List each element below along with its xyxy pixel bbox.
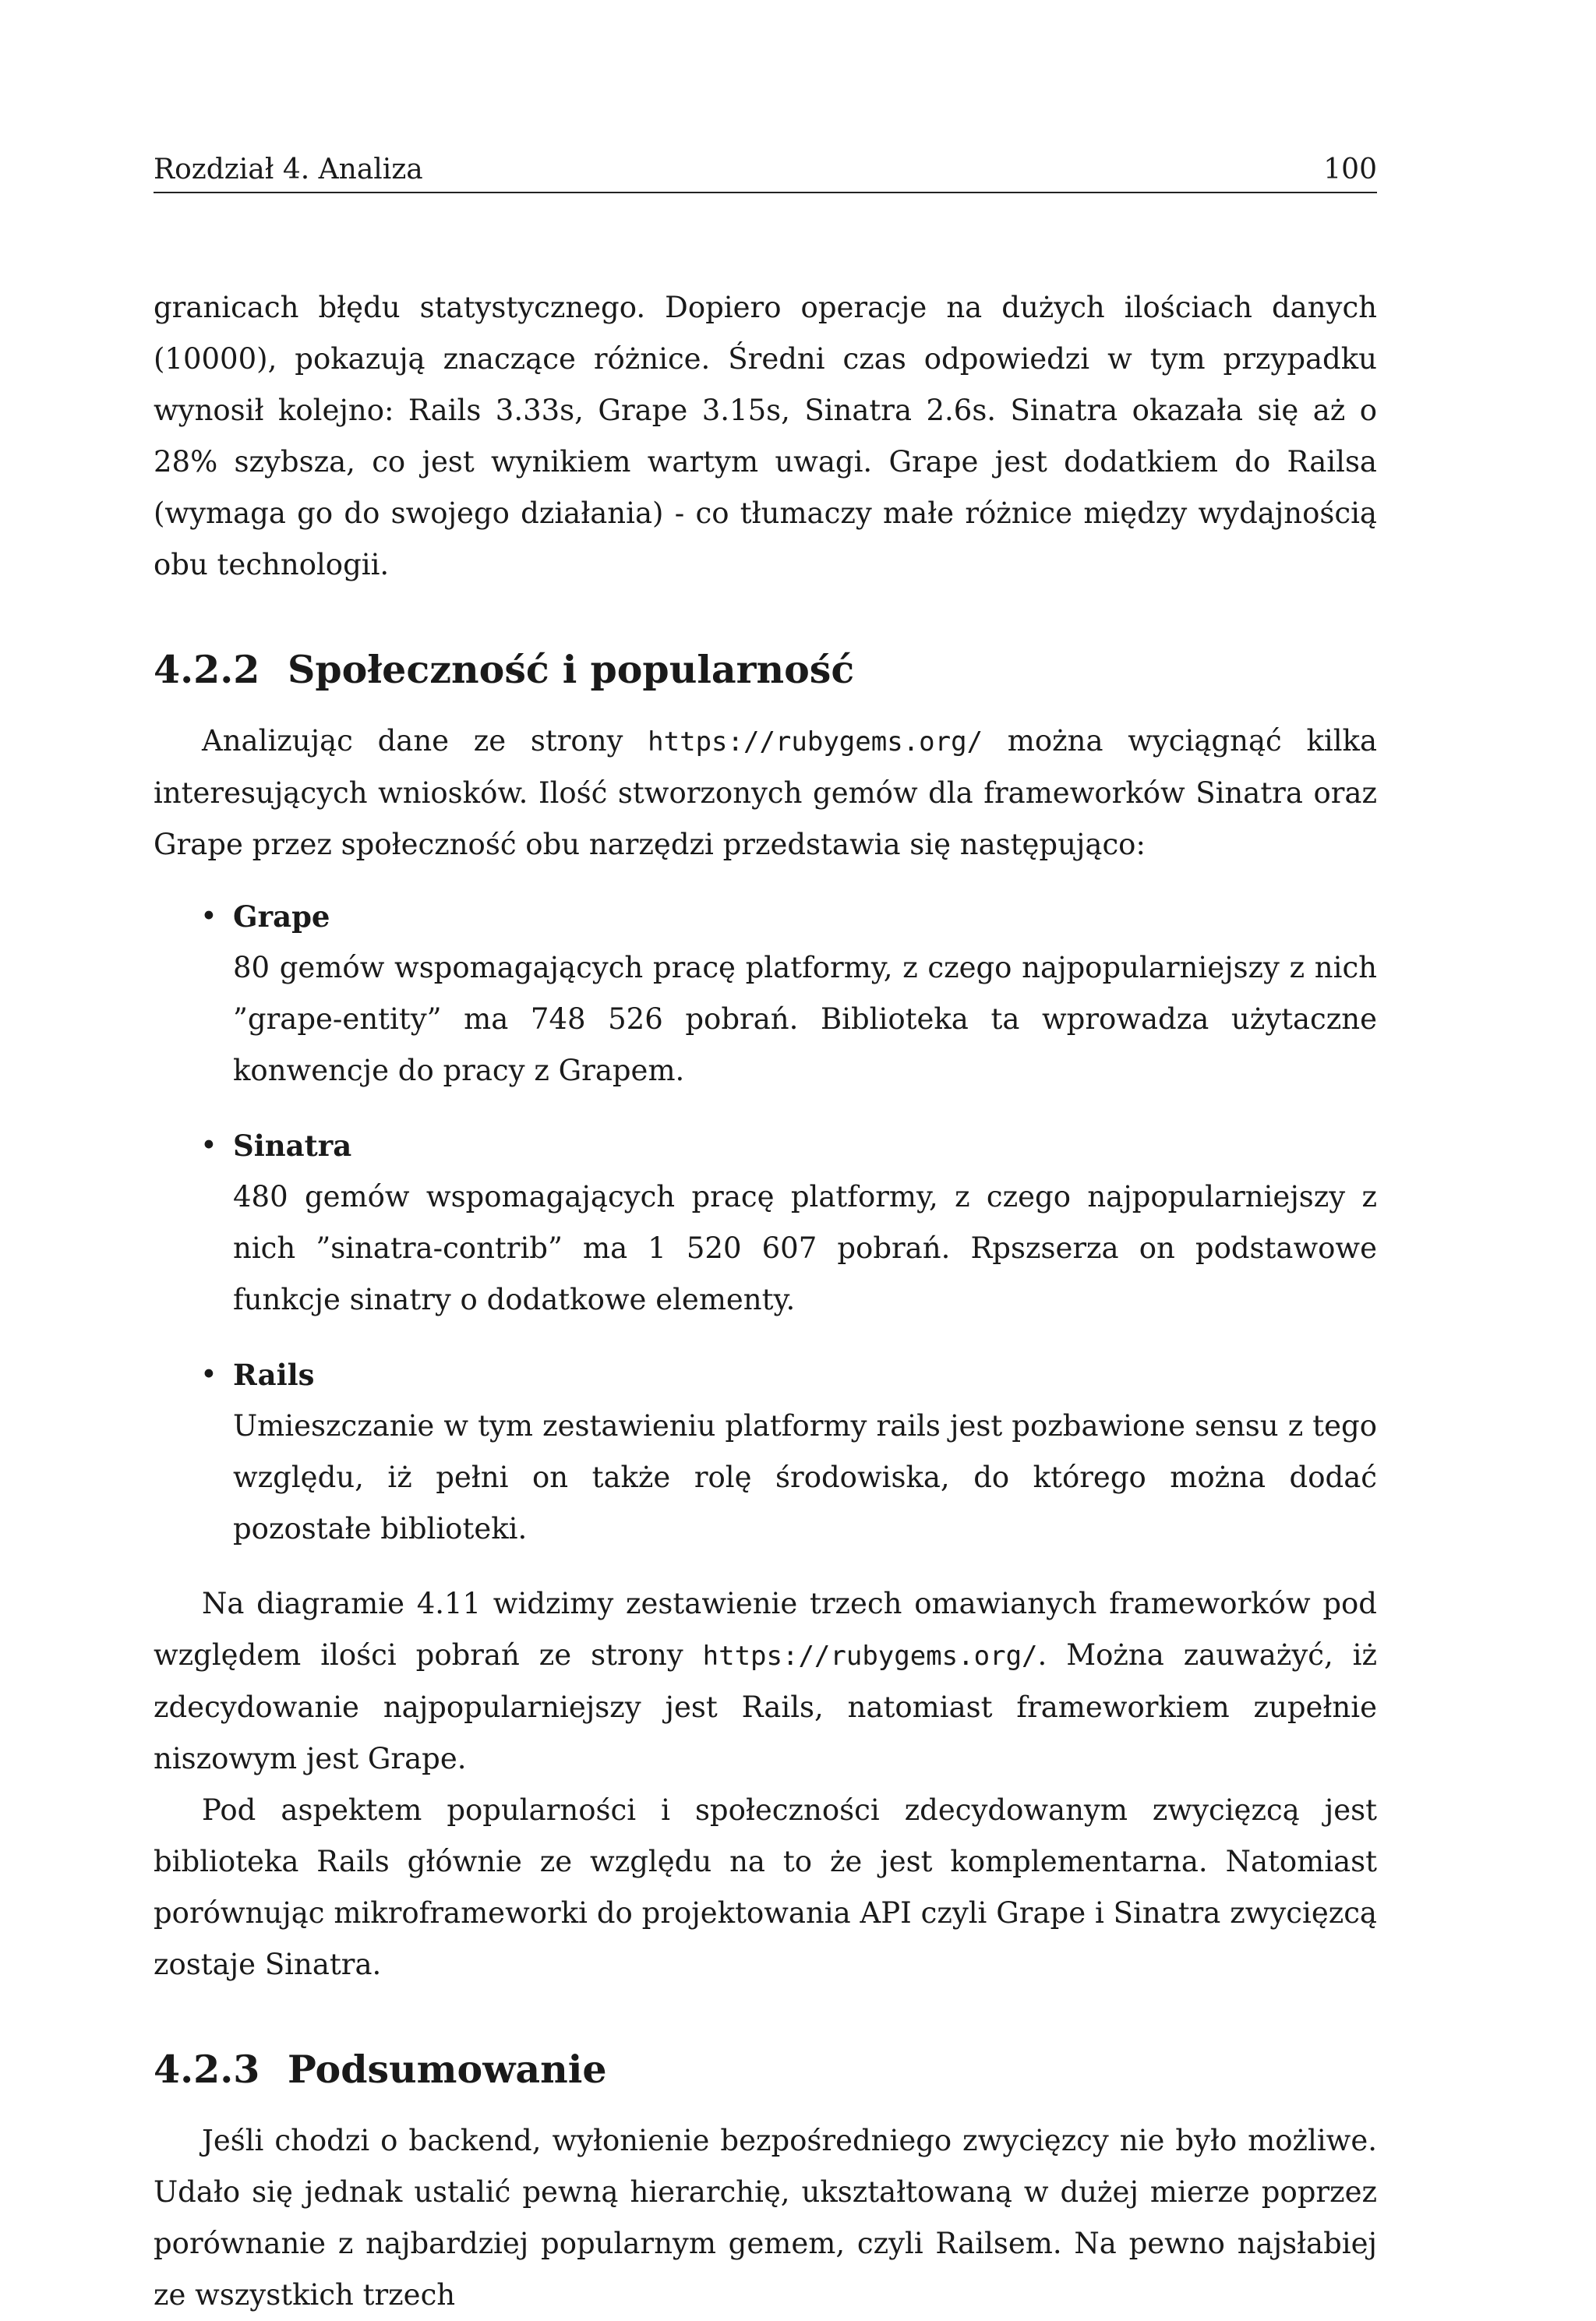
paragraph-popularity-summary: Pod aspektem popularności i społeczności zdecydowanym zwycięzcą jest biblioteka Rails głównie ze względu na to że jest komplementarna. Natomiast porównując mikroframeworki do projektowania API czyli Grape i Sinatra zwycięzcą zostaje Sinatra. bbox=[154, 1793, 1377, 1981]
section-heading-4-2-2 bbox=[154, 642, 1377, 697]
page-body bbox=[154, 282, 1377, 2321]
paragraph-rubygems-intro bbox=[154, 715, 1377, 871]
list-item-title: Grape bbox=[233, 899, 330, 934]
section-title: Społeczność i popularność bbox=[288, 647, 855, 692]
list-item bbox=[154, 1349, 1377, 1555]
section-number: 4.2.2 bbox=[154, 647, 260, 692]
bullet-icon: • bbox=[200, 899, 217, 933]
intro-paragraph: granicach błędu statystycznego. Dopiero operacje na dużych ilościach danych (10000), pokazują znaczące różnice. Średni czas odpowiedzi w tym przypadku wynosił kolejno: Rails 3.33s, Grape 3.15s, Sinatra 2.6s. Sinatra okazała się aż o 28% szybsza, co jest wynikiem wartym uwagi. Grape jest dodatkiem do Railsa (wymaga go do swojego działania) - co tłumaczy małe różnice między wydajnością obu technologii. bbox=[154, 291, 1377, 581]
framework-list bbox=[154, 891, 1377, 1555]
running-header bbox=[154, 148, 1377, 193]
list-item bbox=[154, 891, 1377, 1097]
rubygems-url: https://rubygems.org/ bbox=[648, 726, 983, 758]
paragraph-summary: Jeśli chodzi o backend, wyłonienie bezpośredniego zwycięzcy nie było możliwe. Udało się jednak ustalić pewną hierarchię, ukształtowaną w dużej mierze poprzez porównanie z najbardziej popularnym gemem, czyli Railsem. Na pewno najsłabiej ze wszystkich trzech bbox=[154, 2124, 1377, 2312]
list-item-title: Rails bbox=[233, 1358, 315, 1392]
section-heading-4-2-3 bbox=[154, 2042, 1377, 2097]
list-item-text: 480 gemów wspomagających pracę platformy, z czego najpopularniejszy z nich ”sinatra-contrib” ma 1 520 607 pobrań. Rpszserza on podstawowe funkcje sinatry o dodatkowe elementy. bbox=[233, 1180, 1377, 1316]
page-number: 100 bbox=[1323, 154, 1377, 185]
list-item-title: Sinatra bbox=[233, 1129, 352, 1163]
chapter-title: Rozdział 4. Analiza bbox=[154, 154, 423, 185]
text-run: można wyciągnąć kilka interesujących wniosków. Ilość stworzonych gemów dla frameworków Sinatra oraz Grape przez społeczność obu narzędzi przedstawia się następująco: bbox=[154, 724, 1378, 861]
list-item-text: Umieszczanie w tym zestawieniu platformy rails jest pozbawione sensu z tego względu, iż pełni on także rolę środowiska, do którego można dodać pozostałe biblioteki. bbox=[233, 1409, 1377, 1546]
section-title: Podsumowanie bbox=[288, 2047, 607, 2092]
list-item-text: 80 gemów wspomagających pracę platformy, z czego najpopularniejszy z nich ”grape-entity” ma 748 526 pobrań. Biblioteka ta wprowadza użytaczne konwencje do pracy z Grapem. bbox=[233, 951, 1377, 1087]
bullet-icon: • bbox=[200, 1358, 217, 1391]
list-item bbox=[154, 1120, 1377, 1326]
bullet-icon: • bbox=[200, 1129, 217, 1162]
text-run: Analizując dane ze strony bbox=[202, 724, 648, 758]
text-run: Na diagramie 4.11 widzimy zestawienie trzech omawianych frameworków pod względem ilości pobrań ze strony bbox=[154, 1587, 1377, 1672]
paragraph-diagram bbox=[154, 1578, 1377, 1785]
text-run: . Można zauważyć, iż zdecydowanie najpopularniejszy jest Rails, natomiast frameworkiem zupełnie niszowym jest Grape. bbox=[154, 1638, 1377, 1775]
rubygems-url: https://rubygems.org/ bbox=[702, 1641, 1038, 1672]
section-number: 4.2.3 bbox=[154, 2047, 260, 2092]
